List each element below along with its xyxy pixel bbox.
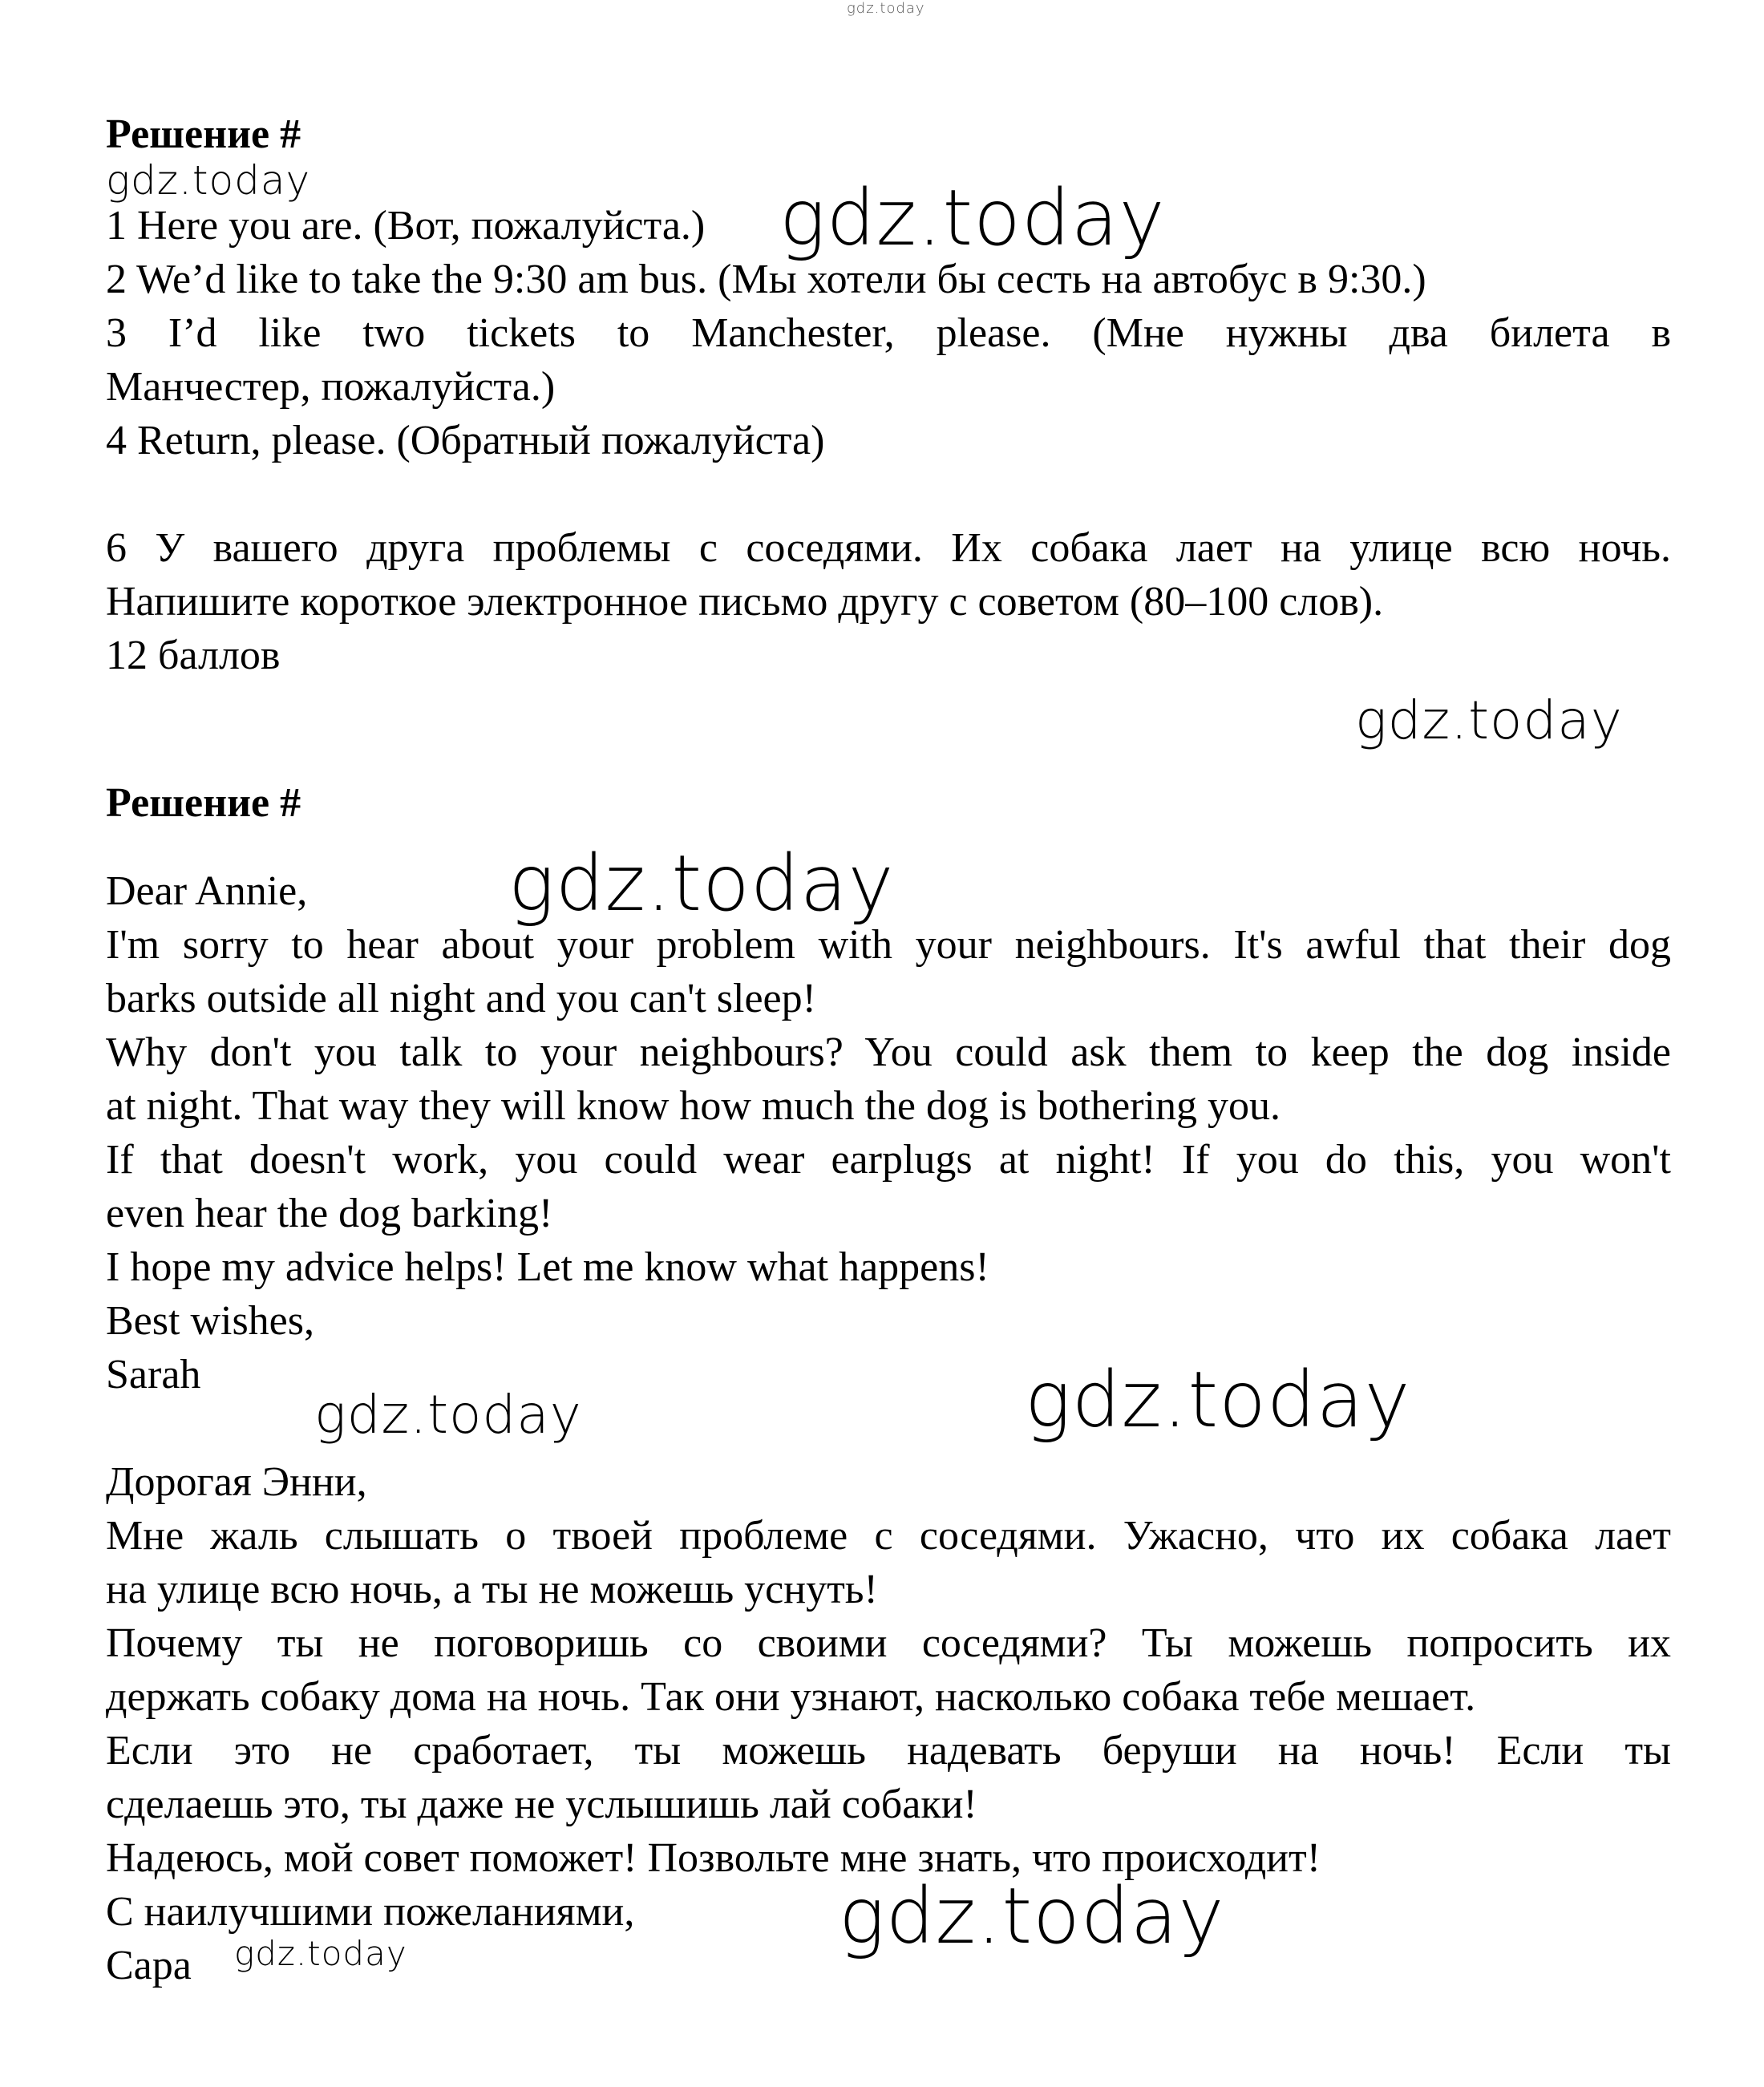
letter-en-line: at night. That way they will know how much the dog is bothering you. (106, 1083, 1281, 1129)
letter-en-line: barks outside all night and you can't sleep! (106, 976, 816, 1021)
letter-en-signature: Sarah (106, 1352, 201, 1397)
letter-ru-line: Если это не сработает, ты можешь надевать беруши на ночь! Если ты (106, 1728, 1671, 1774)
watermark-top: gdz.today (847, 0, 925, 17)
letter-ru-line: на улице всю ночь, а ты не можешь уснуть! (106, 1567, 878, 1612)
answer-line-3: 3 I’d like two tickets to Manchester, please. (Мне нужны два билета в (106, 310, 1671, 356)
letter-en-greeting: Dear Annie, (106, 868, 308, 914)
section2-heading: Решение # (106, 780, 301, 826)
letter-ru-line: сделаешь это, ты даже не услышишь лай собаки! (106, 1782, 977, 1827)
letter-ru-line: Надеюсь, мой совет поможет! Позвольте мне знать, что происходит! (106, 1835, 1321, 1881)
watermark: gdz.today (314, 1384, 582, 1446)
answer-line-2: 2 We’d like to take the 9:30 am bus. (Мы хотели бы сесть на автобус в 9:30.) (106, 257, 1426, 302)
letter-ru-line: держать собаку дома на ночь. Так они узнают, насколько собака тебе мешает. (106, 1674, 1476, 1720)
letter-en-line: If that doesn't work, you could wear earplugs at night! If you do this, you won't (106, 1137, 1671, 1183)
watermark: gdz.today (839, 1871, 1225, 1961)
letter-ru-greeting: Дорогая Энни, (106, 1459, 367, 1505)
section1-heading: Решение # (106, 111, 301, 157)
letter-ru-line: Мне жаль слышать о твоей проблеме с соседями. Ужасно, что их собака лает (106, 1513, 1671, 1559)
letter-en-closing: Best wishes, (106, 1298, 314, 1344)
watermark: gdz.today (779, 173, 1166, 263)
letter-en-line: Why don't you talk to your neighbours? You could ask them to keep the dog inside (106, 1029, 1671, 1075)
letter-ru-line: Почему ты не поговоришь со своими соседями? Ты можешь попросить их (106, 1620, 1671, 1666)
answer-line-4: 4 Return, please. (Обратный пожалуйста) (106, 418, 825, 463)
letter-en-line: I hope my advice helps! Let me know what happens! (106, 1244, 989, 1290)
answer-line-3-cont: Манчестер, пожалуйста.) (106, 364, 556, 410)
task6-line-2: Напишите короткое электронное письмо другу с советом (80–100 слов). (106, 579, 1384, 625)
watermark: gdz.today (1355, 690, 1623, 751)
task6-line-1: 6 У вашего друга проблемы с соседями. Их собака лает на улице всю ночь. (106, 525, 1671, 571)
letter-en-line: even hear the dog barking! (106, 1191, 553, 1236)
task6-points: 12 баллов (106, 633, 281, 678)
watermark: gdz.today (106, 157, 311, 204)
letter-ru-signature: Сара (106, 1943, 192, 1988)
letter-en-line: I'm sorry to hear about your problem with your neighbours. It's awful that their dog (106, 922, 1671, 968)
watermark: gdz.today (508, 839, 895, 928)
watermark: gdz.today (1025, 1355, 1411, 1445)
letter-ru-closing: С наилучшими пожеланиями, (106, 1889, 635, 1935)
answer-line-1: 1 Here you are. (Вот, пожалуйста.) (106, 203, 706, 249)
watermark: gdz.today (234, 1934, 407, 1973)
